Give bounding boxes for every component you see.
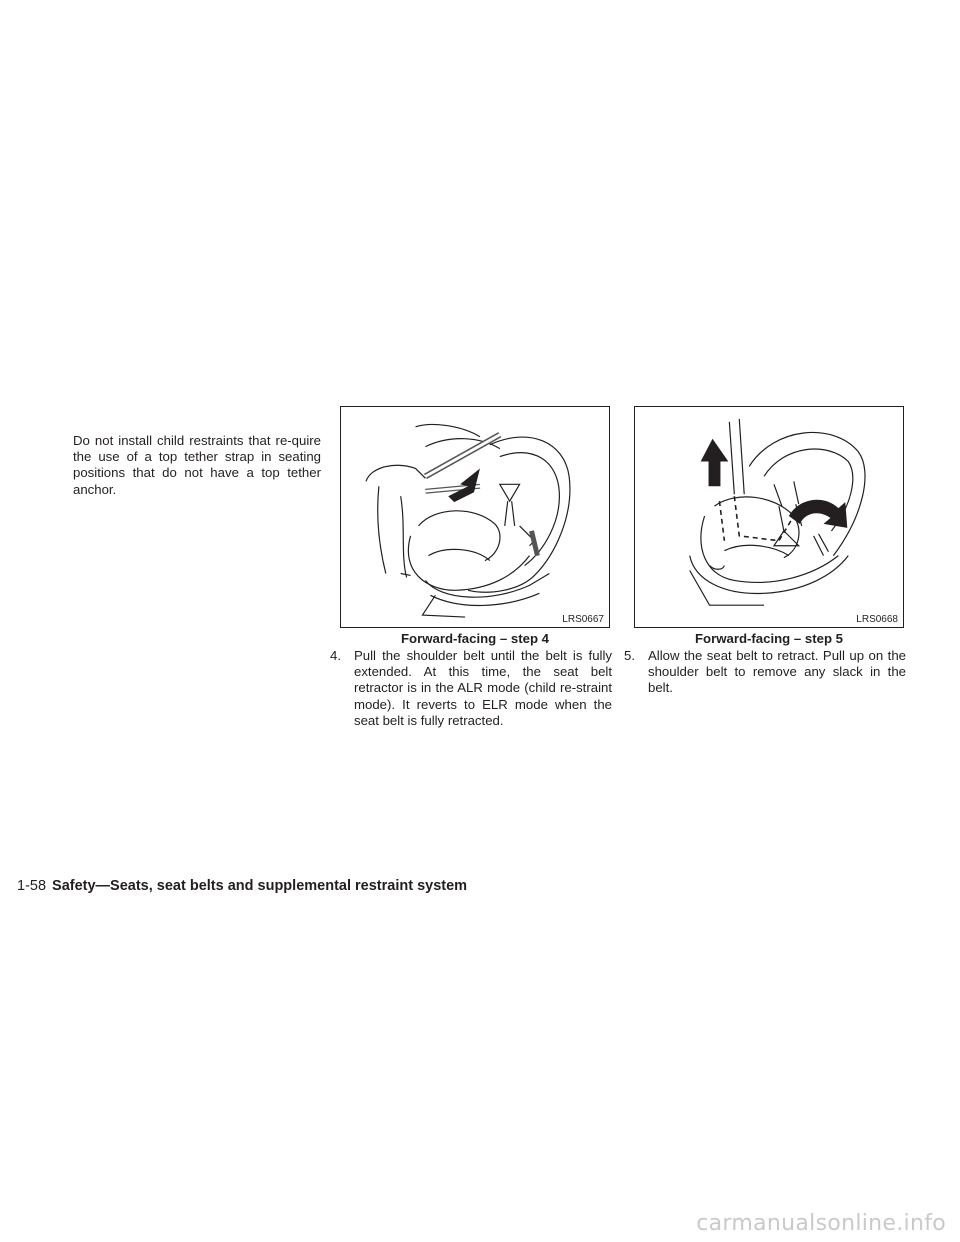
step-5-paragraph: [624, 648, 906, 697]
figure-step-5: [634, 406, 904, 628]
child-seat-step-5-illustration: [635, 407, 903, 627]
step-4-paragraph: [330, 648, 612, 729]
figure-code: LRS0667: [562, 614, 604, 625]
figure-caption: Forward-facing – step 5: [694, 631, 844, 646]
figure-step-4: [340, 406, 610, 628]
step-number: 5.: [624, 648, 635, 663]
section-title: Safety—Seats, seat belts and supplemental restraint system: [52, 878, 468, 894]
step-text: Allow the seat belt to retract. Pull up on the shoulder belt to remove any slack in the belt.: [648, 648, 906, 696]
intro-paragraph: Do not install child restraints that re-quire the use of a top tether strap in seating positions that do not have a top tether anchor.: [73, 433, 321, 497]
figure-code: LRS0668: [856, 614, 898, 625]
watermark: carmanualsonline.info: [696, 1211, 946, 1236]
child-seat-step-4-illustration: [341, 407, 609, 627]
page-footer: [17, 877, 467, 895]
step-text: Pull the shoulder belt until the belt is fully extended. At this time, the seat belt retractor is in the ALR mode (child re-straint mode). It reverts to ELR mode when the seat belt is fully retracted.: [354, 648, 612, 728]
figure-caption: Forward-facing – step 4: [400, 631, 550, 646]
step-number: 4.: [330, 648, 341, 663]
page-number: 1-58: [17, 878, 47, 894]
